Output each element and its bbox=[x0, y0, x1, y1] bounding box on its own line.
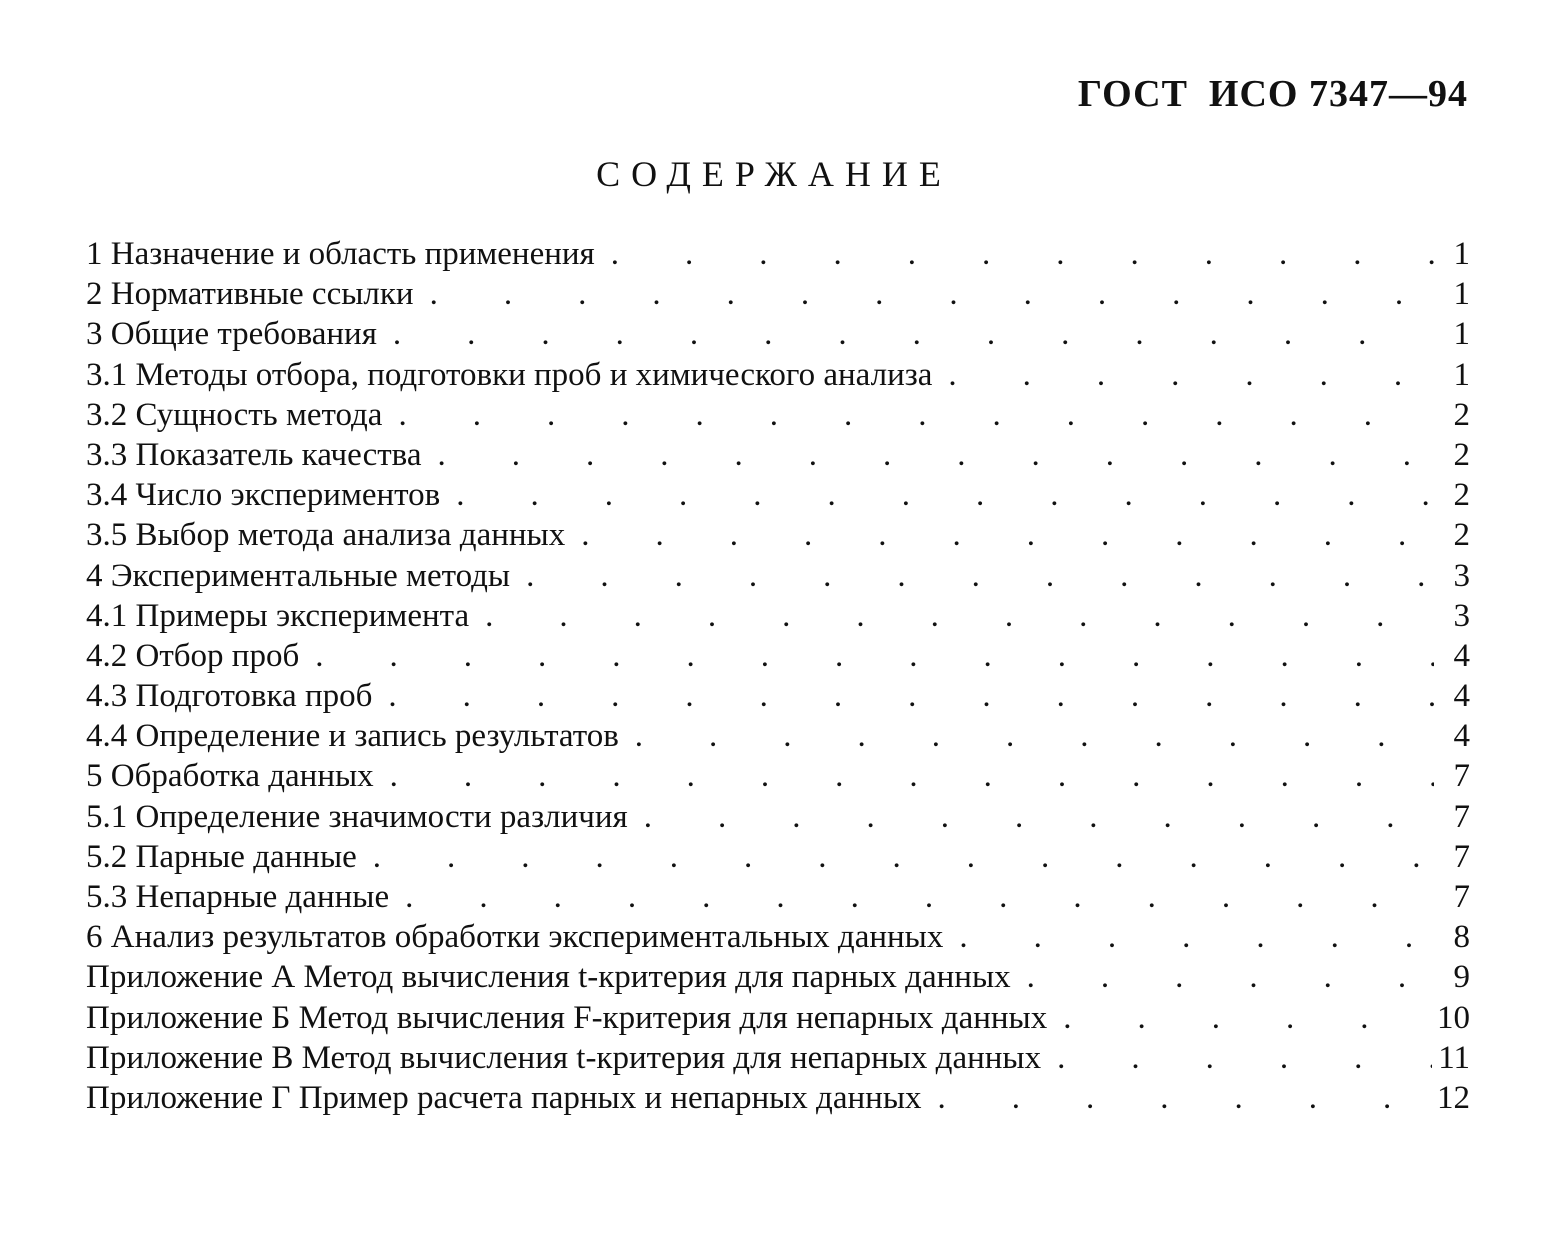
toc-entry bbox=[86, 435, 1470, 475]
dot-leader bbox=[948, 355, 1434, 395]
toc-entry bbox=[86, 837, 1470, 877]
toc-entry-label: Приложение В Метод вычисления t-критерия для непарных данных bbox=[86, 1039, 1042, 1076]
dot-leader bbox=[373, 837, 1434, 877]
toc-entry bbox=[86, 1038, 1470, 1078]
dot-leader bbox=[635, 716, 1434, 756]
toc-entry bbox=[86, 716, 1470, 756]
toc-entry-page: 2 bbox=[1453, 517, 1470, 554]
document-code: ГОСТ ИСО 7347—94 bbox=[1077, 73, 1468, 115]
toc-entry-label: 4.2 Отбор проб bbox=[86, 637, 300, 674]
toc-entry bbox=[86, 917, 1470, 957]
toc-entry bbox=[86, 395, 1470, 435]
toc-entry-label: 5.1 Определение значимости различия bbox=[86, 798, 628, 835]
dot-leader bbox=[959, 917, 1434, 957]
toc-entry-page: 7 bbox=[1453, 798, 1470, 835]
dot-leader bbox=[456, 475, 1434, 515]
toc-entry bbox=[86, 596, 1470, 636]
toc-entry bbox=[86, 515, 1470, 555]
toc-entry-page: 4 bbox=[1453, 637, 1470, 674]
toc-entry-label: Приложение Г Пример расчета парных и непарных данных bbox=[86, 1079, 922, 1116]
toc-entry-page: 7 bbox=[1453, 879, 1470, 915]
toc-entry-label: 1 Назначение и область применения bbox=[86, 236, 595, 272]
toc-entry-label: 4.4 Определение и запись результатов bbox=[86, 718, 619, 755]
toc-entry-label: 3 Общие требования bbox=[86, 316, 377, 353]
dot-leader bbox=[390, 756, 1434, 796]
toc-entry bbox=[86, 756, 1470, 796]
dot-leader bbox=[526, 556, 1434, 596]
toc-entry-page: 3 bbox=[1453, 557, 1470, 594]
toc-entry bbox=[86, 636, 1470, 676]
dot-leader bbox=[611, 234, 1434, 274]
dot-leader bbox=[581, 515, 1434, 555]
dot-leader bbox=[405, 877, 1434, 917]
toc-entry-page: 11 bbox=[1438, 1039, 1470, 1076]
page-title: СОДЕРЖАНИЕ bbox=[596, 154, 952, 194]
toc-entry-label: 2 Нормативные ссылки bbox=[86, 276, 414, 313]
toc-entry-page: 1 bbox=[1453, 236, 1470, 272]
dot-leader bbox=[1063, 998, 1431, 1038]
toc-entry-page: 2 bbox=[1453, 477, 1470, 514]
toc-entry-label: 3.1 Методы отбора, подготовки проб и химического анализа bbox=[86, 356, 933, 393]
toc-entry-label: 3.4 Число экспериментов bbox=[86, 477, 441, 514]
toc-entry-label: 3.2 Сущность метода bbox=[86, 396, 383, 433]
toc-entry-page: 12 bbox=[1437, 1079, 1470, 1116]
toc-entry bbox=[86, 556, 1470, 596]
toc-entry bbox=[86, 274, 1470, 314]
toc-entry-page: 7 bbox=[1453, 838, 1470, 875]
dot-leader bbox=[644, 797, 1434, 837]
toc-entry-page: 2 bbox=[1453, 436, 1470, 473]
toc-entry-page: 9 bbox=[1453, 959, 1470, 996]
toc-entry-page: 10 bbox=[1437, 999, 1470, 1036]
dot-leader bbox=[938, 1078, 1432, 1118]
toc-entry-page: 3 bbox=[1453, 597, 1470, 634]
toc-entry-label: Приложение Б Метод вычисления F-критерия для непарных данных bbox=[86, 999, 1048, 1036]
toc-entry-page: 8 bbox=[1453, 919, 1470, 956]
toc-entry-page: 1 bbox=[1453, 356, 1470, 393]
toc-entry-label: 6 Анализ результатов обработки экспериментальных данных bbox=[86, 919, 944, 956]
toc-entry-label: 4.3 Подготовка проб bbox=[86, 678, 373, 715]
table-of-contents bbox=[86, 234, 1470, 1118]
toc-entry-label: 4 Экспериментальные методы bbox=[86, 557, 511, 594]
dot-leader bbox=[388, 676, 1434, 716]
toc-entry bbox=[86, 797, 1470, 837]
toc-entry-label: 5.3 Непарные данные bbox=[86, 879, 390, 915]
toc-entry-label: 3.3 Показатель качества bbox=[86, 436, 422, 473]
toc-entry bbox=[86, 1078, 1470, 1118]
toc-entry-page: 4 bbox=[1453, 678, 1470, 715]
dot-leader bbox=[398, 395, 1434, 435]
toc-entry-page: 1 bbox=[1453, 316, 1470, 353]
toc-entry bbox=[86, 877, 1470, 917]
toc-entry-label: 5 Обработка данных bbox=[86, 758, 374, 795]
dot-leader bbox=[430, 274, 1434, 314]
toc-entry-label: 4.1 Примеры эксперимента bbox=[86, 597, 470, 634]
toc-entry bbox=[86, 957, 1470, 997]
toc-entry bbox=[86, 475, 1470, 515]
dot-leader bbox=[1057, 1038, 1432, 1078]
toc-entry bbox=[86, 355, 1470, 395]
toc-entry-page: 4 bbox=[1453, 718, 1470, 755]
toc-entry bbox=[86, 998, 1470, 1038]
toc-entry bbox=[86, 676, 1470, 716]
toc-entry-label: 5.2 Парные данные bbox=[86, 838, 357, 875]
toc-entry-label: Приложение А Метод вычисления t-критерия для парных данных bbox=[86, 959, 1011, 996]
toc-entry-page: 7 bbox=[1453, 758, 1470, 795]
toc-entry bbox=[86, 314, 1470, 354]
toc-entry-page: 2 bbox=[1453, 396, 1470, 433]
dot-leader bbox=[393, 314, 1434, 354]
dot-leader bbox=[437, 435, 1434, 475]
dot-leader bbox=[485, 596, 1434, 636]
toc-entry bbox=[86, 234, 1470, 274]
toc-entry-page: 1 bbox=[1453, 276, 1470, 313]
dot-leader bbox=[1027, 957, 1434, 997]
toc-entry-label: 3.5 Выбор метода анализа данных bbox=[86, 517, 566, 554]
dot-leader bbox=[315, 636, 1434, 676]
